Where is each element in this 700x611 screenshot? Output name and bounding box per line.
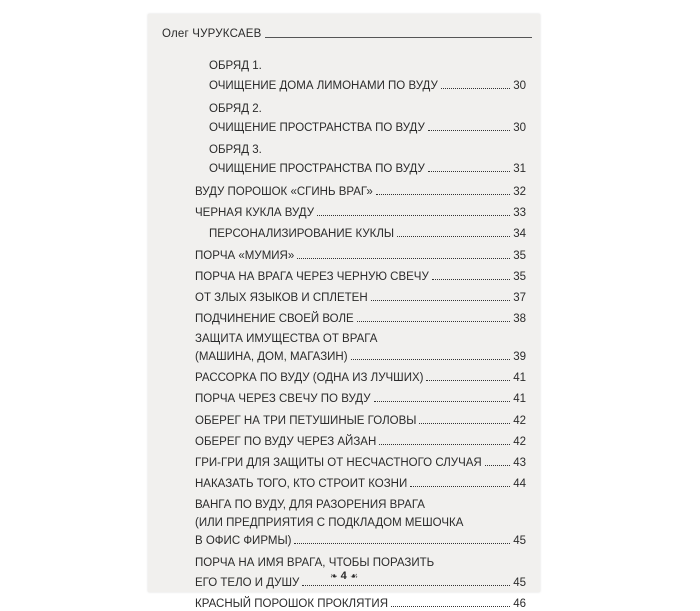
- toc-entry-page: 46: [513, 598, 526, 610]
- toc-entry: [195, 477, 526, 491]
- toc-entry-page: 31: [513, 163, 526, 175]
- toc-entry-title: ЕГО ТЕЛО И ДУШУ: [195, 577, 300, 589]
- toc-entry: [195, 332, 526, 346]
- toc-entry-title: РАССОРКА ПО ВУДУ (ОДНА ИЗ ЛУЧШИХ): [195, 372, 424, 384]
- dot-leader: [432, 279, 510, 280]
- author-name: Олег ЧУРУКСАЕВ: [162, 28, 262, 40]
- header-rule: [265, 37, 532, 38]
- toc-entry-page: 32: [513, 186, 526, 198]
- toc-entry-title: ОБРЯД 2.: [209, 103, 262, 115]
- toc-entry: [195, 143, 526, 157]
- left-ornament-icon: ❧: [330, 571, 338, 581]
- toc-entry: [195, 270, 526, 284]
- dot-leader: [428, 171, 510, 172]
- toc-entry: [195, 556, 526, 570]
- toc-entry: [195, 291, 526, 305]
- running-header: [162, 24, 532, 40]
- dot-leader: [391, 606, 510, 607]
- toc-entry-page: 45: [513, 535, 526, 547]
- toc-entry: [195, 102, 526, 116]
- toc-entry-title: ОБРЯД 1.: [209, 60, 262, 72]
- toc-entry-page: 33: [513, 207, 526, 219]
- toc-entry-title: ЗАЩИТА ИМУЩЕСТВА ОТ ВРАГА: [195, 333, 378, 345]
- toc-entry-title: ОБЕРЕГ НА ТРИ ПЕТУШИНЫЕ ГОЛОВЫ: [195, 415, 417, 427]
- toc-entry: [195, 121, 526, 135]
- toc-entry: [195, 498, 526, 512]
- dot-leader: [297, 258, 510, 259]
- dot-leader: [397, 236, 510, 237]
- toc-entry-title: ОЧИЩЕНИЕ ДОМА ЛИМОНАМИ ПО ВУДУ: [209, 80, 438, 92]
- toc-entry-page: 35: [513, 250, 526, 262]
- toc-entry-page: 42: [513, 415, 526, 427]
- toc-entry-page: 37: [513, 292, 526, 304]
- toc-entry-title: НАКАЗАТЬ ТОГО, КТО СТРОИТ КОЗНИ: [195, 478, 408, 490]
- toc-entry-title: (МАШИНА, ДОМ, МАГАЗИН): [195, 351, 348, 363]
- book-page: [148, 14, 540, 610]
- toc-entry-page: 35: [513, 271, 526, 283]
- toc-entry-page: 41: [513, 393, 526, 405]
- toc-entry-title: ОЧИЩЕНИЕ ПРОСТРАНСТВА ПО ВУДУ: [209, 163, 425, 175]
- page-footer: [148, 570, 540, 582]
- toc-entry-title: В ОФИС ФИРМЫ): [195, 535, 292, 547]
- toc-entry-title: КРАСНЫЙ ПОРОШОК ПРОКЛЯТИЯ: [195, 598, 388, 610]
- toc-entry-title: ГРИ-ГРИ ДЛЯ ЗАЩИТЫ ОТ НЕСЧАСТНОГО СЛУЧАЯ: [195, 457, 482, 469]
- dot-leader: [379, 444, 510, 445]
- toc-entry-page: 30: [513, 122, 526, 134]
- toc-entry: [195, 414, 526, 428]
- toc-entry-title: ОТ ЗЛЫХ ЯЗЫКОВ И СПЛЕТЕН: [195, 292, 368, 304]
- toc-entry: [195, 392, 526, 406]
- toc-entry-page: 39: [513, 351, 526, 363]
- toc-entry-title: ЧЕРНАЯ КУКЛА ВУДУ: [195, 207, 315, 219]
- toc-entry-title: ОБРЯД 3.: [209, 144, 262, 156]
- dot-leader: [441, 88, 510, 89]
- toc-entry: [195, 435, 526, 449]
- dot-leader: [419, 423, 510, 424]
- toc-entry-page: 30: [513, 80, 526, 92]
- dot-leader: [371, 300, 511, 301]
- toc-entry-page: 45: [513, 577, 526, 589]
- toc-entry-page: 41: [513, 372, 526, 384]
- toc-entry: [195, 312, 526, 326]
- toc-entry: [195, 516, 526, 530]
- toc-entry-title: ОБЕРЕГ ПО ВУДУ ЧЕРЕЗ АЙЗАН: [195, 436, 377, 448]
- toc-entry-title: ПЕРСОНАЛИЗИРОВАНИЕ КУКЛЫ: [209, 228, 395, 240]
- toc-entry: [195, 185, 526, 199]
- toc-entry: [195, 162, 526, 176]
- dot-leader: [485, 465, 510, 466]
- toc-entry-page: 42: [513, 436, 526, 448]
- dot-leader: [357, 321, 511, 322]
- toc-entry-title: ОЧИЩЕНИЕ ПРОСТРАНСТВА ПО ВУДУ: [209, 122, 425, 134]
- dot-leader: [351, 359, 511, 360]
- dot-leader: [410, 486, 510, 487]
- toc-entry-page: 44: [513, 478, 526, 490]
- dot-leader: [426, 380, 510, 381]
- toc-entry-page: 34: [513, 228, 526, 240]
- toc-entry-title: ВАНГА ПО ВУДУ, ДЛЯ РАЗОРЕНИЯ ВРАГА: [195, 499, 425, 511]
- toc-entry: [195, 534, 526, 548]
- toc-entry-title: ПОРЧА НА ИМЯ ВРАГА, ЧТОБЫ ПОРАЗИТЬ: [195, 557, 435, 569]
- toc-entry: [195, 79, 526, 93]
- toc-entry-page: 43: [513, 457, 526, 469]
- dot-leader: [302, 585, 510, 586]
- toc-entry-title: ВУДУ ПОРОШОК «СГИНЬ ВРАГ»: [195, 186, 373, 198]
- dot-leader: [317, 215, 510, 216]
- toc-entry-title: ПОРЧА ЧЕРЕЗ СВЕЧУ ПО ВУДУ: [195, 393, 371, 405]
- page-number: 4: [340, 570, 347, 582]
- dot-leader: [428, 130, 510, 131]
- toc-entry-title: (ИЛИ ПРЕДПРИЯТИЯ С ПОДКЛАДОМ МЕШОЧКА: [195, 517, 464, 529]
- toc-entry-title: ПОРЧА НА ВРАГА ЧЕРЕЗ ЧЕРНУЮ СВЕЧУ: [195, 271, 429, 283]
- toc-entry: [195, 597, 526, 611]
- right-ornament-icon: ☙: [349, 571, 358, 581]
- toc-entry: [195, 249, 526, 263]
- dot-leader: [374, 401, 511, 402]
- toc-entry: [195, 227, 526, 241]
- toc-entry-title: ПОРЧА «МУМИЯ»: [195, 250, 295, 262]
- toc-entry: [195, 350, 526, 364]
- dot-leader: [294, 543, 510, 544]
- toc-entry: [195, 371, 526, 385]
- toc-entry: [195, 456, 526, 470]
- toc-entry-page: 38: [513, 313, 526, 325]
- toc-entry: [195, 59, 526, 73]
- toc-entry-title: ПОДЧИНЕНИЕ СВОЕЙ ВОЛЕ: [195, 313, 354, 325]
- toc-entry: [195, 206, 526, 220]
- dot-leader: [376, 194, 510, 195]
